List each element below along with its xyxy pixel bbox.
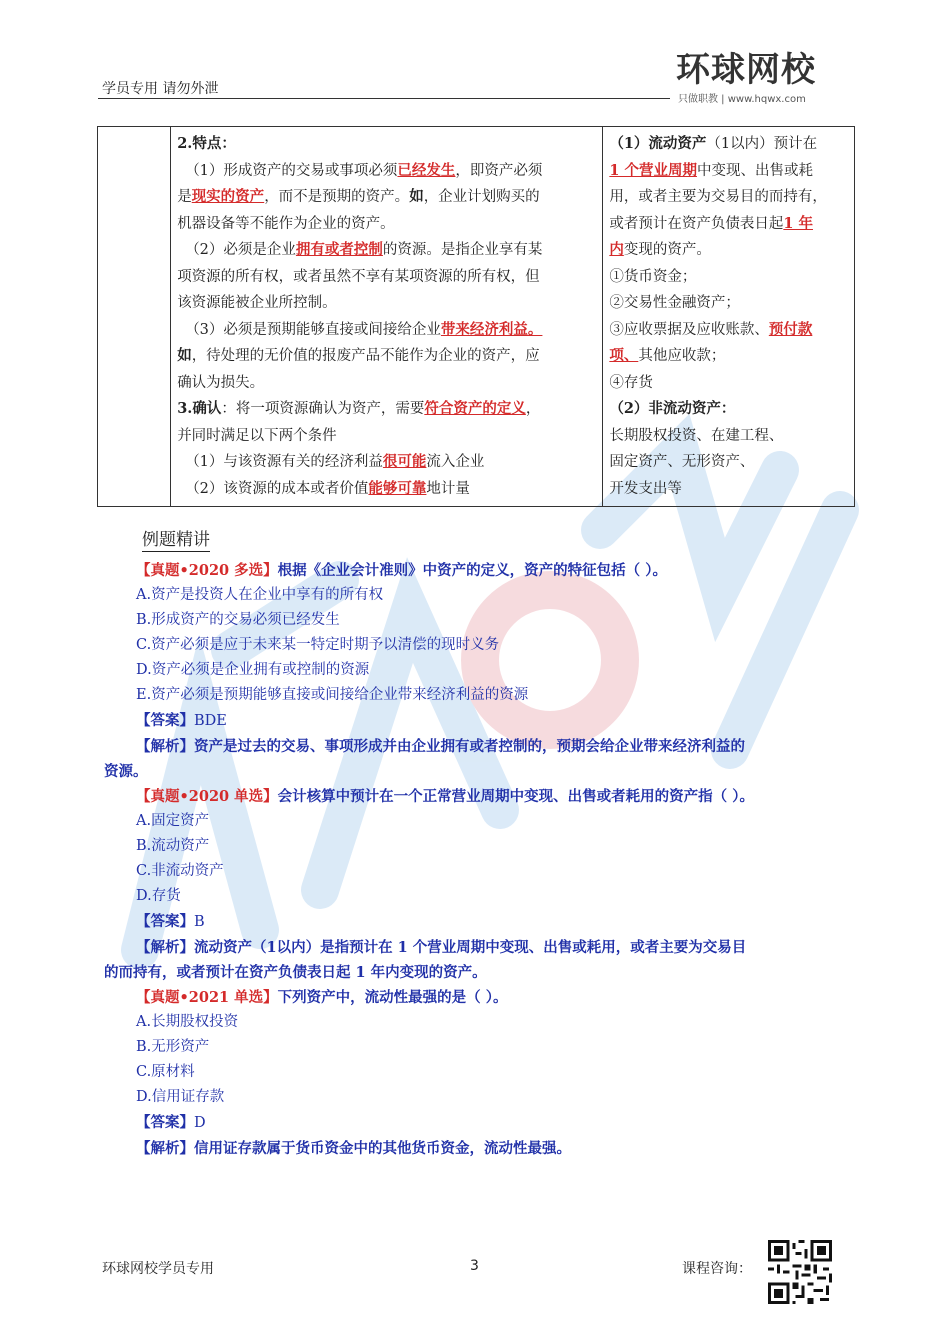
- empty-cell: [98, 127, 171, 507]
- confirm-heading: 3.确认：将一项资源确认为资产，需要符合资产的定义，: [177, 400, 541, 417]
- classification-cell: [603, 127, 855, 507]
- question-1-answer: 【答案】BDE: [136, 712, 227, 729]
- table-row: [98, 127, 855, 507]
- list-item: ②交易性金融资产；: [609, 295, 740, 311]
- feature-2-cont2: 该资源能被企业所控制。: [177, 295, 337, 311]
- current-assets-cont4: 内变现的资产。: [609, 241, 711, 258]
- list-item-cont: 项、其他应收款；: [609, 347, 726, 364]
- option: C.资产必须是应于未来某一特定时期予以清偿的现时义务: [136, 637, 500, 653]
- question-3-explanation: 【解析】信用证存款属于货币资金中的其他货币资金，流动性最强。: [136, 1140, 571, 1157]
- page-number: 3: [470, 1258, 479, 1274]
- consult-label: 课程咨询：: [682, 1261, 752, 1277]
- question-1-explanation: 【解析】资产是过去的交易、事项形成并由企业拥有或者控制的，预期会给企业带来经济利益的: [136, 738, 745, 755]
- header-divider: [98, 98, 670, 99]
- brand-logo: [676, 50, 846, 110]
- noncurrent-item: 固定资产、无形资产、: [609, 454, 755, 470]
- header-notice: 学员专用 请勿外泄: [102, 81, 219, 97]
- list-item: ③应收票据及应收账款、预付款: [609, 320, 813, 338]
- noncurrent-item: 长期股权投资、在建工程、: [609, 427, 784, 444]
- condition-1: （1）与该资源有关的经济利益很可能流入企业: [185, 453, 485, 470]
- section-title: 例题精讲: [142, 525, 210, 552]
- features-heading: 2.特点：: [177, 135, 236, 152]
- feature-1-cont2: 机器设备等不能作为企业的资产。: [177, 215, 395, 232]
- feature-3: （3）必须是预期能够直接或间接给企业带来经济利益。: [185, 320, 543, 338]
- option: D.存货: [136, 888, 181, 904]
- confirm-cont: 并同时满足以下两个条件: [177, 427, 337, 444]
- feature-1-cont: 是现实的资产，而不是预期的资产。如，企业计划购买的: [177, 188, 540, 205]
- current-assets-def: （1）流动资产（1以内）预计在: [609, 135, 818, 152]
- current-assets-cont3: 或者预计在资产负债表日起1 年: [609, 214, 813, 232]
- feature-2-cont: 项资源的所有权，或者虽然不享有某项资源的所有权，但: [177, 268, 540, 285]
- features-cell: [171, 127, 603, 507]
- question-2-answer: 【答案】B: [136, 913, 205, 930]
- asset-features-table: [97, 126, 855, 507]
- question-2-explanation: 【解析】流动资产（1以内）是指预计在 1 个营业周期中变现、出售或耗用，或者主要为交易目: [136, 939, 747, 956]
- noncurrent-heading: （2）非流动资产：: [609, 400, 736, 417]
- feature-1: （1）形成资产的交易或事项必须已经发生，即资产必须: [185, 161, 543, 179]
- option: B.无形资产: [136, 1039, 210, 1055]
- question-1-stem: 【真题•2020 多选】根据《企业会计准则》中资产的定义，资产的特征包括（ ）。: [136, 562, 667, 579]
- list-item: ①货币资金；: [609, 268, 697, 285]
- question-3-answer: 【答案】D: [136, 1114, 206, 1131]
- question-2-explanation-cont: 的而持有，或者预计在资产负债表日起 1 年内变现的资产。: [104, 964, 487, 981]
- option: A.资产是投资人在企业中享有的所有权: [136, 587, 384, 603]
- condition-2: （2）该资源的成本或者价值能够可靠地计量: [185, 479, 470, 497]
- qr-code-icon[interactable]: [768, 1240, 832, 1304]
- current-assets-cont2: 用，或者主要为交易目的而持有，: [609, 189, 827, 205]
- logo-wordmark: 环球网校: [676, 50, 816, 90]
- option: B.形成资产的交易必须已经发生: [136, 612, 340, 628]
- feature-3-cont: 如，待处理的无价值的报废产品不能作为企业的资产，应: [177, 347, 540, 364]
- footer-label: 环球网校学员专用: [102, 1261, 214, 1277]
- feature-3-cont2: 确认为损失。: [177, 374, 265, 391]
- current-assets-cont: 1 个营业周期中变现、出售或耗: [609, 161, 813, 179]
- question-3-stem: 【真题•2021 单选】下列资产中，流动性最强的是（ ）。: [136, 989, 508, 1006]
- question-1-explanation-cont: 资源。: [104, 763, 148, 780]
- exercise-list: [104, 558, 849, 1161]
- option: C.非流动资产: [136, 863, 224, 879]
- option: A.长期股权投资: [136, 1014, 239, 1030]
- option: E.资产必须是预期能够直接或间接给企业带来经济利益的资源: [136, 687, 529, 703]
- logo-tagline: 只做职教 | www.hqwx.com: [678, 94, 806, 105]
- feature-2: （2）必须是企业拥有或者控制的资源。是指企业享有某: [185, 241, 543, 258]
- question-2-stem: 【真题•2020 单选】会计核算中预计在一个正常营业周期中变现、出售或者耗用的资产指（ ）。: [136, 788, 754, 805]
- list-item: ④存货: [609, 374, 653, 391]
- option: D.资产必须是企业拥有或控制的资源: [136, 662, 370, 678]
- option: A.固定资产: [136, 813, 210, 829]
- option: B.流动资产: [136, 838, 210, 854]
- option: D.信用证存款: [136, 1089, 225, 1105]
- option: C.原材料: [136, 1064, 195, 1080]
- noncurrent-item: 开发支出等: [609, 480, 682, 497]
